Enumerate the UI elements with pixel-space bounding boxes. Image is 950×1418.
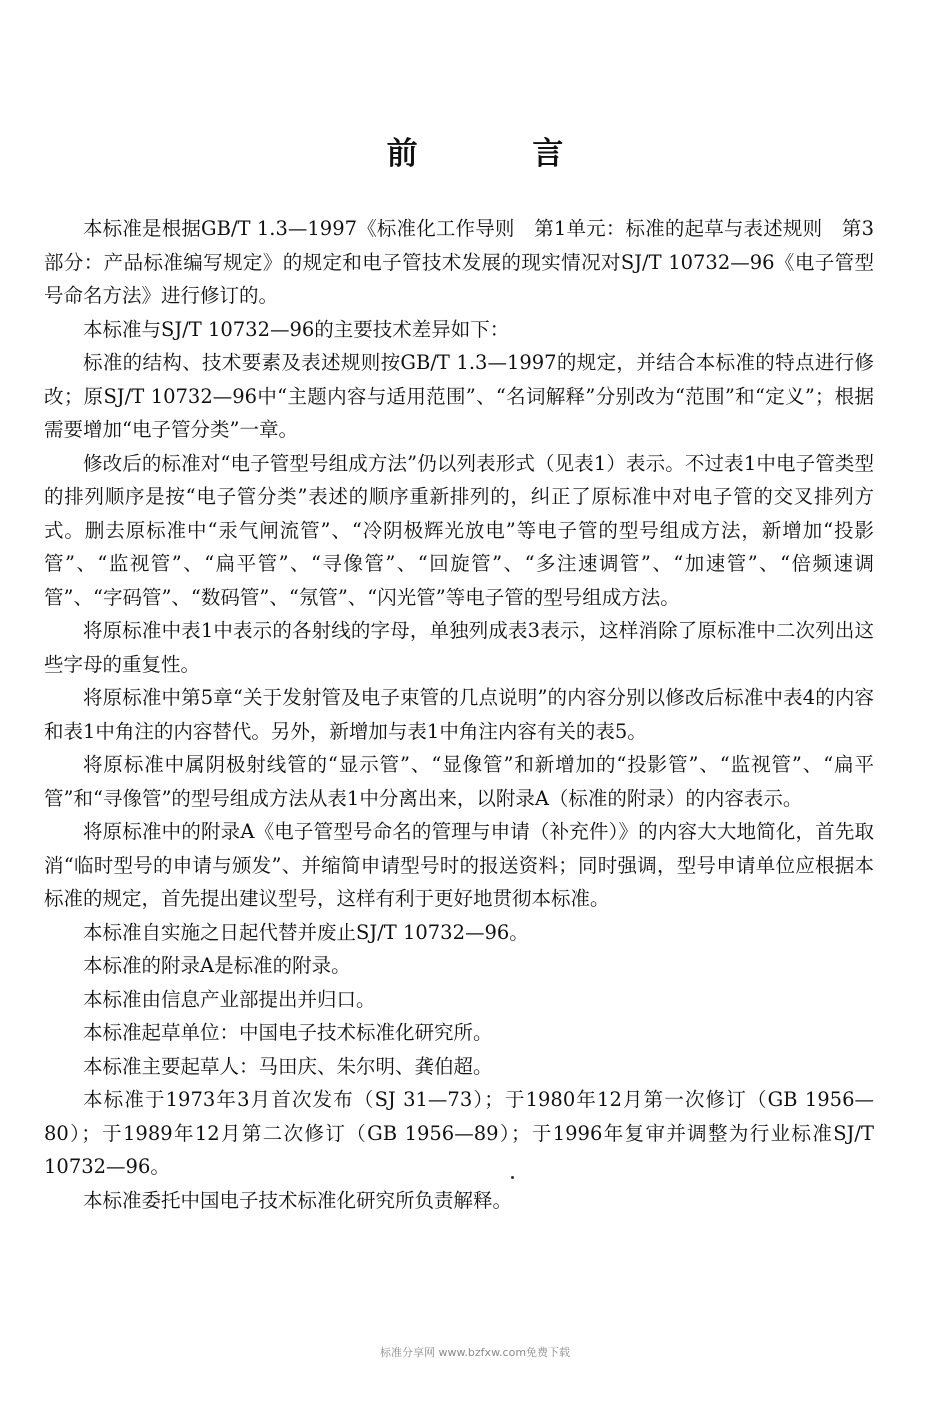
paragraph-table-3: 将原标准中表1中表示的各射线的字母，单独列成表3表示，这样消除了原标准中二次列出这些字母的重复性。 [44, 619, 874, 676]
paragraph-annex-a-types: 将原标准中属阴极射线管的“显示管”、“显像管”和新增加的“投影管”、“监视管”、“扁平管”和“寻像管”的型号组成方法从表1中分离出来，以附录A（标准的附录）的内容表示。 [44, 753, 874, 810]
page-title: 前 言 [386, 136, 616, 172]
paragraph-basis: 本标准是根据GB/T 1.3—1997《标准化工作导则 第1单元：标准的起草与表述规则 第3部分：产品标准编写规定》的规定和电子管技术发展的现实情况对SJ/T 10732—96《电子管型号命名方法》进行修订的。 [44, 217, 874, 307]
stray-dot [511, 1176, 514, 1179]
footer-watermark: 标准分享网 www.bzfxw.com免费下载 [379, 1346, 571, 1359]
paragraph-history: 本标准于1973年3月首次发布（SJ 31—73）；于1980年12月第一次修订（GB 1956—80）；于1989年12月第二次修订（GB 1956—89）；于1996年复审并调整为行业标准SJ/T 10732—96。 [44, 1088, 874, 1178]
foreword-body [44, 212, 874, 1217]
paragraph-interpretation: 本标准委托中国电子技术标准化研究所负责解释。 [83, 1188, 513, 1212]
paragraph-proposer: 本标准由信息产业部提出并归口。 [83, 987, 376, 1011]
paragraph-differences-intro: 本标准与SJ/T 10732—96的主要技术差异如下： [83, 317, 510, 341]
paragraph-chapter-5: 将原标准中第5章“关于发射管及电子束管的几点说明”的内容分别以修改后标准中表4的内容和表1中角注的内容替代。另外，新增加与表1中角注内容有关的表5。 [44, 686, 874, 743]
paragraph-drafting-unit: 本标准起草单位：中国电子技术标准化研究所。 [83, 1021, 493, 1044]
paragraph-drafters: 本标准主要起草人：马田庆、朱尔明、龚伯超。 [83, 1054, 493, 1078]
paragraph-annex-a-simplified: 将原标准中的附录A《电子管型号命名的管理与申请（补充件）》的内容大大地简化，首先取消“临时型号的申请与颁发”、并缩简申请型号时的报送资料；同时强调，型号申请单位应根据本标准的规定，首先提出建议型号，这样有利于更好地贯彻本标准。 [44, 820, 874, 910]
paragraph-replaces: 本标准自实施之日起代替并废止SJ/T 10732—96。 [83, 920, 529, 944]
paragraph-table-1: 修改后的标准对“电子管型号组成方法”仍以列表形式（见表1）表示。不过表1中电子管类型的排列顺序是按“电子管分类”表述的顺序重新排列的，纠正了原标准中对电子管的交叉排列方式。删去原标准中“汞气闸流管”、“冷阴极辉光放电”等电子管的型号组成方法，新增加“投影管”、“监视管”、“扁平管”、“寻像管”、“回旋管”、“多注速调管”、“加速管”、“倍频速调管”、“字码管”、“数码管”、“氖管”、“闪光管”等电子管的型号组成方法。 [44, 451, 874, 609]
paragraph-annex-normative: 本标准的附录A是标准的附录。 [83, 954, 351, 977]
paragraph-structure: 标准的结构、技术要素及表述规则按GB/T 1.3—1997的规定，并结合本标准的特点进行修改；原SJ/T 10732—96中“主题内容与适用范围”、“名词解释”分别改为“范围”和“定义”；根据需要增加“电子管分类”一章。 [44, 351, 874, 441]
